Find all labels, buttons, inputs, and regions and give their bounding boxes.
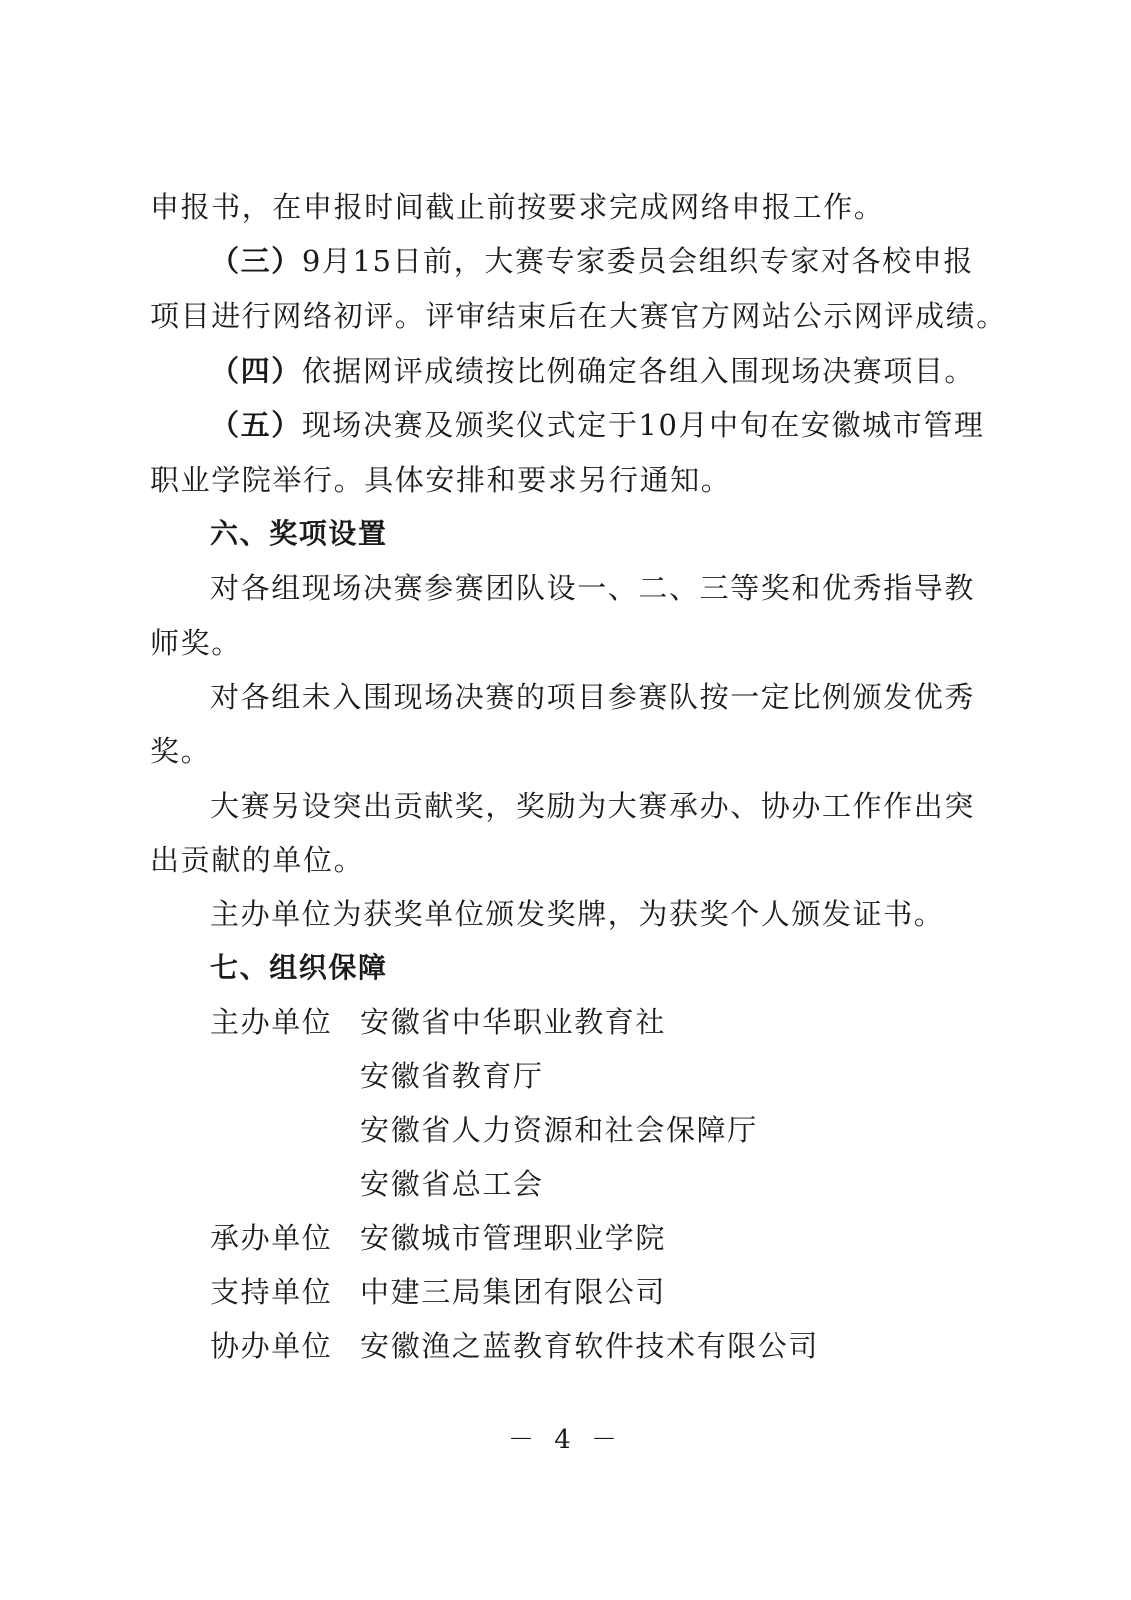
item-number: （四） — [210, 354, 302, 388]
organizer-row — [0, 1218, 1131, 1258]
org-name: 安徽省中华职业教育社 — [360, 1005, 667, 1039]
item-text: 依据网评成绩按比例确定各组入围现场决赛项目。 — [301, 354, 976, 388]
paragraph-line — [210, 351, 1040, 391]
organizer-row — [0, 1056, 1131, 1096]
organizer-row — [0, 1326, 1131, 1366]
organizer-row — [0, 1272, 1131, 1312]
paragraph-line — [210, 405, 1040, 445]
organizer-row — [0, 1002, 1131, 1042]
paragraph-line: 大赛另设突出贡献奖，奖励为大赛承办、协办工作作出突 — [210, 789, 976, 823]
paragraph-line: 对各组未入围现场决赛的项目参赛队按一定比例颁发优秀 — [210, 680, 976, 714]
paragraph-line: 职业学院举行。具体安排和要求另行通知。 — [150, 463, 732, 497]
paragraph-line: 项目进行网络初评。评审结束后在大赛官方网站公示网评成绩。 — [150, 299, 1007, 333]
org-name: 安徽省总工会 — [360, 1167, 544, 1201]
paragraph-line: 出贡献的单位。 — [150, 843, 365, 877]
organizer-row — [0, 1164, 1131, 1204]
org-label: 承办单位 — [210, 1221, 333, 1255]
paragraph-line: 申报书，在申报时间截止前按要求完成网络申报工作。 — [150, 190, 885, 224]
item-number: （三） — [210, 244, 302, 278]
section-heading: 六、奖项设置 — [210, 517, 388, 550]
paragraph-line: 对各组现场决赛参赛团队设一、二、三等奖和优秀指导教 — [210, 571, 976, 605]
item-number: （五） — [210, 408, 302, 442]
item-text: 现场决赛及颁奖仪式定于10月中旬在安徽城市管理 — [301, 408, 985, 442]
org-name: 安徽城市管理职业学院 — [360, 1221, 667, 1255]
paragraph-line — [210, 241, 1040, 281]
organizer-row — [0, 1110, 1131, 1150]
org-label: 协办单位 — [210, 1329, 333, 1363]
paragraph-line: 奖。 — [150, 734, 212, 768]
paragraph-line: 师奖。 — [150, 626, 242, 660]
item-text: 9月15日前，大赛专家委员会组织专家对各校申报 — [301, 244, 974, 278]
org-name: 安徽省教育厅 — [360, 1059, 544, 1093]
paragraph-line: 主办单位为获奖单位颁发奖牌，为获奖个人颁发证书。 — [210, 897, 945, 931]
section-heading: 七、组织保障 — [210, 951, 388, 984]
org-name: 中建三局集团有限公司 — [360, 1275, 667, 1309]
org-name: 安徽渔之蓝教育软件技术有限公司 — [360, 1329, 820, 1363]
page-number: － 4 － — [507, 1425, 624, 1455]
org-name: 安徽省人力资源和社会保障厅 — [360, 1113, 758, 1147]
org-label: 支持单位 — [210, 1275, 333, 1309]
org-label: 主办单位 — [210, 1005, 333, 1039]
